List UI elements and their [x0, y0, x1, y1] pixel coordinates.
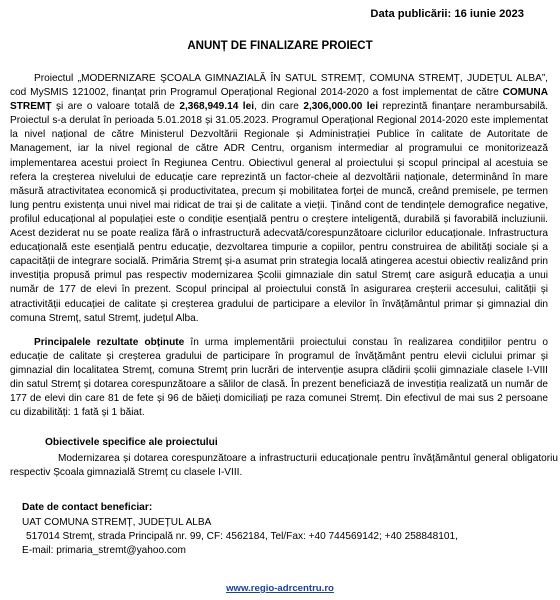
contact-organization: UAT COMUNA STREMȚ, JUDEȚUL ALBA: [22, 517, 212, 528]
p1-text-1: Proiectul „MODERNIZARE ŞCOALA GIMNAZIALĂ ÎN SATUL STREMȚ, COMUNA STREMȚ, JUDEȚUL ALBA”, cod MySMIS 121002, finanțat prin Programul Operațional Regional 2014-2020 a fost implementat de către: [10, 73, 548, 99]
results-text: în urma implementării proiectului constau în realizarea condițiilor pentru o educație de calitate și creșterea gradului de participare în programul de învățământ pentru elevii ciclului primar și gimnazial din localitatea Stremț, comuna Stremț prin lucrări de intervenție asupra clădirii școlii gimnaziale clasele I-VIII din satul Stremț și dotarea corespunzătoare a sălilor de clasă. În prezent beneficiază de investiția realizată un număr de 177 de elevi din care 81 de fete și 96 de băieți domiciliați pe raza comunei Stremț. Din efectivul de mai sus 2 persoane cu dizabilități: 1 fată și 1 băiat.: [10, 337, 548, 419]
website-link[interactable]: www.regio-adrcentru.ro: [226, 583, 334, 594]
objectives-text: Modernizarea și dotarea corespunzătoare a infrastructurii educaționale pentru învățământul general obligatoriu respectiv Școala gimnazială Stremț cu clasele I-VIII.: [10, 453, 558, 479]
p1-text-3: , din care: [254, 101, 304, 113]
contact-email: E-mail: primaria_stremt@yahoo.com: [22, 545, 186, 556]
project-description-paragraph: [10, 72, 548, 326]
page-title: ANUNȚ DE FINALIZARE PROIECT: [187, 40, 373, 52]
p1-text-2: și are o valoare totală de: [51, 101, 180, 113]
beneficiary-name: COMUNA STREMȚ: [10, 87, 548, 113]
contact-heading: Date de contact beneficiar:: [22, 502, 153, 513]
objectives-heading: Obiectivele specifice ale proiectului: [45, 437, 218, 448]
total-value: 2,368,949.14 lei: [179, 101, 255, 113]
results-paragraph: [10, 336, 548, 421]
grant-value: 2,306,000.00 lei: [303, 101, 379, 113]
publication-date: Data publicării: 16 iunie 2023: [370, 8, 524, 20]
contact-address: 517014 Stremț, strada Principală nr. 99, CF: 4562184, Tel/Fax: +40 744569142; +40 258848101,: [26, 531, 458, 542]
results-heading: Principalele rezultate obținute: [34, 337, 185, 348]
p1-text-4: reprezintă finanțare nerambursabilă. Proiectul s-a derulat în perioada 5.01.2018 și 31.05.2023. Programul Operațional Regional 2014-2020 este implementat la nivel național de către Ministerul Dezvoltării Regionale și Administrației Publice în calitate de Autoritate de Management, iar la nivel regional de către ADR Centru, organism intermediar al programului ce monitorizează implementarea acestui proiect în Regiunea Centru. Obiectivul general al proiectului și scopul principal al acestuia se refera la creșterea nivelului de educație care reprezintă un factor-cheie al dezvoltării naționale, determinând în mare măsură atractivitatea economică și productivitatea, precum și mobilitatea forței de muncă, creând premisele, pe termen lung pentru existența unui nivel mai ridicat de trai și de calitate a vieții. Ținând cont de tendințele demografice negative, profilul educațional al populației este o condiție esențială pentru o creștere inteligentă, durabilă și favorabilă incluziunii. Acest deziderat nu se poate realiza fără o infrastructură adecvată/corespunzătoare ciclurilor educaționale. Infrastructura educațională este esențială pentru educație, dezvoltarea timpurie a copiilor, pentru construirea de abilități sociale și a capacității de integrare socială. Primăria Stremț și-a asumat prin strategia locală atingerea acestui obiectiv realizând prin investiția propusă primul pas respectiv modernizarea Școlii gimnaziale din satul Stremț care asigură educația a unui număr de 177 de elevi în prezent. Scopul principal al proiectului constă în asigurarea creșterii accesului, calității și atractivității educației de calitate și creșterea gradului de participare a elevilor în învățământul primar și gimnazial din comuna Stremț, satul Stremț, județul Alba.: [10, 101, 548, 324]
